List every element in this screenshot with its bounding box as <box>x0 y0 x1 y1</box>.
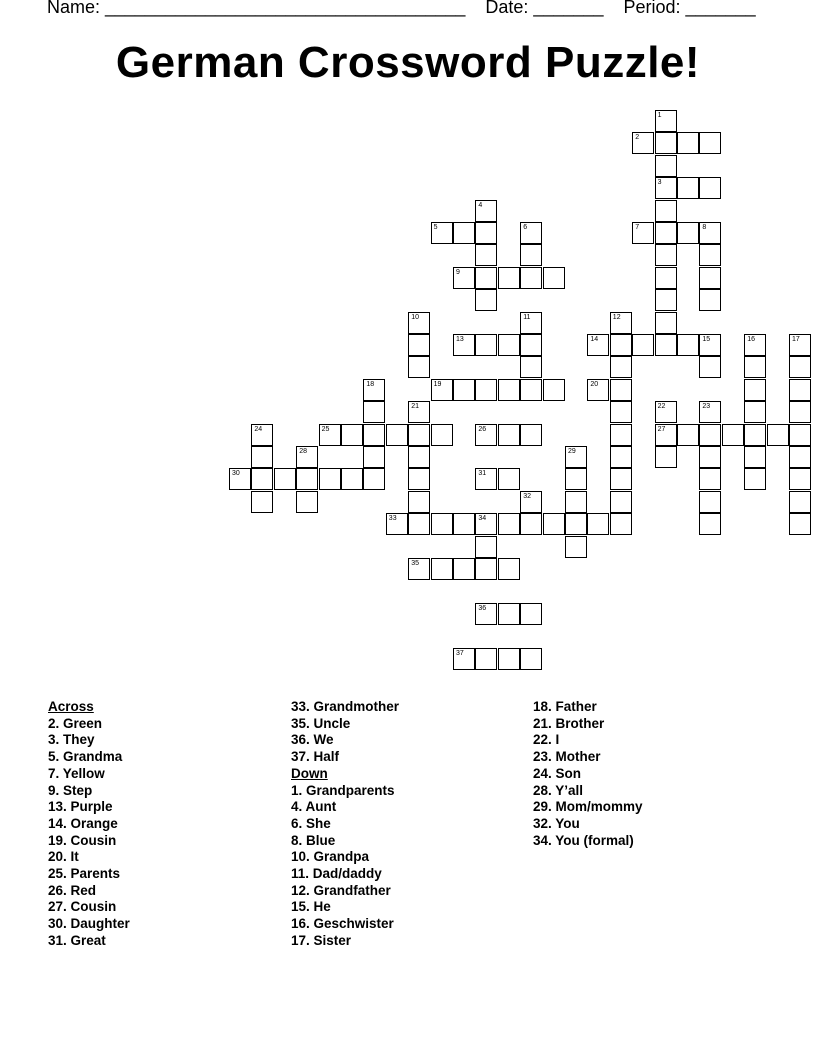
crossword-cell[interactable] <box>453 379 475 401</box>
clue-item: 9. Step <box>48 782 93 798</box>
crossword-cell[interactable] <box>655 267 677 289</box>
crossword-cell[interactable] <box>655 110 677 132</box>
clue-number: 19 <box>433 380 442 388</box>
crossword-cell[interactable] <box>475 200 497 222</box>
crossword-cell[interactable] <box>677 334 699 356</box>
crossword-cell[interactable] <box>744 424 766 446</box>
crossword-cell[interactable] <box>789 356 811 378</box>
crossword-cell[interactable] <box>655 155 677 177</box>
clue-item: 12. Grandfather <box>291 882 391 898</box>
crossword-cell[interactable] <box>498 603 520 625</box>
crossword-cell[interactable] <box>408 513 430 535</box>
crossword-cell[interactable] <box>498 424 520 446</box>
crossword-cell[interactable] <box>699 424 721 446</box>
crossword-cell[interactable] <box>229 468 251 490</box>
crossword-cell[interactable] <box>363 424 385 446</box>
crossword-cell[interactable] <box>363 468 385 490</box>
clue-number: 8 <box>702 224 707 231</box>
crossword-cell[interactable] <box>610 468 632 490</box>
crossword-cell[interactable] <box>565 536 587 558</box>
clue-column-3 <box>533 699 643 849</box>
crossword-cell[interactable] <box>744 401 766 423</box>
crossword-cell[interactable] <box>408 468 430 490</box>
crossword-cell[interactable] <box>453 222 475 244</box>
crossword-cell[interactable] <box>610 491 632 513</box>
clue-number: 17 <box>792 336 800 343</box>
clue-number: 5 <box>433 224 438 231</box>
clue-item: 33. Grandmother <box>291 699 400 714</box>
crossword-cell[interactable] <box>475 289 497 311</box>
crossword-cell[interactable] <box>789 446 811 468</box>
clue-number: 25 <box>321 425 330 433</box>
crossword-cell[interactable] <box>251 491 273 513</box>
crossword-cell[interactable] <box>475 536 497 558</box>
crossword-cell[interactable] <box>587 379 609 401</box>
crossword-cell[interactable] <box>520 603 542 625</box>
crossword-cell[interactable] <box>565 468 587 490</box>
crossword-cell[interactable] <box>274 468 296 490</box>
clue-number: 11 <box>523 313 531 321</box>
crossword-cell[interactable] <box>789 491 811 513</box>
crossword-cell[interactable] <box>655 132 677 154</box>
clue-item: 1. Grandparents <box>291 782 395 798</box>
crossword-cell[interactable] <box>408 356 430 378</box>
crossword-cell[interactable] <box>341 424 363 446</box>
clue-column-2 <box>291 699 399 950</box>
crossword-cell[interactable] <box>498 334 520 356</box>
clue-item: 18. Father <box>533 699 597 714</box>
crossword-cell[interactable] <box>610 513 632 535</box>
crossword-cell[interactable] <box>520 379 542 401</box>
crossword-cell[interactable] <box>610 356 632 378</box>
crossword-cell[interactable] <box>475 603 497 625</box>
crossword-cell[interactable] <box>699 468 721 490</box>
crossword-cell[interactable] <box>251 446 273 468</box>
crossword-cell[interactable] <box>789 379 811 401</box>
crossword-cell[interactable] <box>789 424 811 446</box>
crossword-cell[interactable] <box>699 267 721 289</box>
clue-item: 4. Aunt <box>291 799 337 815</box>
crossword-cell[interactable] <box>498 379 520 401</box>
clue-number: 4 <box>478 201 483 209</box>
crossword-cell[interactable] <box>520 334 542 356</box>
page-title: German Crossword Puzzle! <box>115 38 701 87</box>
clue-number: 37 <box>456 649 464 657</box>
clue-number: 23 <box>702 403 711 411</box>
clue-number: 28 <box>299 448 307 455</box>
crossword-cell[interactable] <box>699 446 721 468</box>
crossword-cell[interactable] <box>475 424 497 446</box>
crossword-cell[interactable] <box>319 468 341 490</box>
crossword-cell[interactable] <box>296 491 318 513</box>
crossword-cell[interactable] <box>543 513 565 535</box>
crossword-cell[interactable] <box>632 334 654 356</box>
clue-number: 12 <box>612 313 621 321</box>
crossword-cell[interactable] <box>363 379 385 401</box>
crossword-cell[interactable] <box>498 513 520 535</box>
clue-item: 8. Blue <box>291 832 336 848</box>
crossword-cell[interactable] <box>699 491 721 513</box>
crossword-cell[interactable] <box>251 424 273 446</box>
clue-number: 2 <box>635 134 640 142</box>
clue-number: 10 <box>411 313 419 321</box>
clue-item: 26. Red <box>48 882 97 898</box>
clue-number: 9 <box>456 268 460 276</box>
clue-item: 6. She <box>291 815 331 831</box>
crossword-cell[interactable] <box>543 379 565 401</box>
crossword-cell[interactable] <box>655 177 677 199</box>
crossword-cell[interactable] <box>655 200 677 222</box>
crossword-cell[interactable] <box>296 446 318 468</box>
clue-item: 13. Purple <box>48 799 113 815</box>
crossword-cell[interactable] <box>677 222 699 244</box>
clue-number: 29 <box>568 448 576 455</box>
clue-number: 32 <box>523 492 531 500</box>
clue-item: 19. Cousin <box>48 832 117 848</box>
crossword-cell[interactable] <box>655 222 677 244</box>
crossword-cell[interactable] <box>408 334 430 356</box>
clue-number: 21 <box>411 403 419 411</box>
crossword-cell[interactable] <box>431 379 453 401</box>
crossword-cell[interactable] <box>431 513 453 535</box>
crossword-cell[interactable] <box>475 222 497 244</box>
clue-item: 14. Orange <box>48 815 118 831</box>
crossword-cell[interactable] <box>789 468 811 490</box>
crossword-cell[interactable] <box>655 401 677 423</box>
clue-item: 21. Brother <box>533 715 605 731</box>
crossword-cell[interactable] <box>699 177 721 199</box>
clue-item: 34. You (formal) <box>533 832 634 848</box>
clue-number: 26 <box>478 425 487 433</box>
crossword-cell[interactable] <box>453 513 475 535</box>
clue-item: 36. We <box>291 732 334 748</box>
clue-number: 36 <box>478 604 487 612</box>
crossword-cell[interactable] <box>632 222 654 244</box>
crossword-cell[interactable] <box>767 424 789 446</box>
crossword-cell[interactable] <box>520 648 542 670</box>
crossword-cell[interactable] <box>498 267 520 289</box>
crossword-cell[interactable] <box>498 558 520 580</box>
crossword-cell[interactable] <box>699 289 721 311</box>
crossword-cell[interactable] <box>677 424 699 446</box>
crossword-cell[interactable] <box>632 132 654 154</box>
crossword-cell[interactable] <box>363 401 385 423</box>
crossword-cell[interactable] <box>520 424 542 446</box>
clue-number: 35 <box>411 560 419 567</box>
clue-number: 33 <box>388 515 397 523</box>
crossword-cell[interactable] <box>722 424 744 446</box>
crossword-cell[interactable] <box>744 334 766 356</box>
clue-number: 34 <box>478 515 487 523</box>
crossword-cell[interactable] <box>565 513 587 535</box>
clue-item: 11. Dad/daddy <box>291 866 382 882</box>
crossword-cell[interactable] <box>677 132 699 154</box>
clue-number: 18 <box>366 380 375 388</box>
crossword-cell[interactable] <box>655 289 677 311</box>
clue-number: 3 <box>657 179 662 187</box>
crossword-cell[interactable] <box>610 446 632 468</box>
clue-number: 14 <box>590 336 599 343</box>
clue-number: 13 <box>456 336 464 343</box>
clue-number: 31 <box>478 470 487 478</box>
crossword-cell[interactable] <box>543 267 565 289</box>
student-info-line: Name: ____________________________________ Date: _______ Period: _______ <box>47 0 756 17</box>
crossword-cell[interactable] <box>699 222 721 244</box>
crossword-cell[interactable] <box>408 312 430 334</box>
clue-item: 24. Son <box>533 765 582 781</box>
crossword-cell[interactable] <box>610 379 632 401</box>
clue-item: 32. You <box>533 815 580 831</box>
crossword-cell[interactable] <box>655 446 677 468</box>
crossword-cell[interactable] <box>453 558 475 580</box>
clue-column-1 <box>48 699 130 950</box>
clue-number: 22 <box>657 403 666 411</box>
crossword-cell[interactable] <box>565 491 587 513</box>
clue-item: 22. I <box>533 732 560 748</box>
clue-item: 23. Mother <box>533 749 601 765</box>
crossword-cell[interactable] <box>475 468 497 490</box>
crossword-cell[interactable] <box>520 356 542 378</box>
crossword-cell[interactable] <box>587 513 609 535</box>
crossword-cell[interactable] <box>431 222 453 244</box>
crossword-cell[interactable] <box>251 468 273 490</box>
crossword-cell[interactable] <box>699 334 721 356</box>
clue-number: 6 <box>523 224 528 231</box>
crossword-cell[interactable] <box>408 401 430 423</box>
clue-item: 2. Green <box>48 715 103 731</box>
crossword-cell[interactable] <box>610 424 632 446</box>
crossword-cell[interactable] <box>655 244 677 266</box>
clue-number: 20 <box>590 380 599 388</box>
crossword-cell[interactable] <box>296 468 318 490</box>
crossword-cell[interactable] <box>744 356 766 378</box>
clue-item: 17. Sister <box>291 932 352 948</box>
crossword-cell[interactable] <box>475 267 497 289</box>
clue-item: 15. He <box>291 899 331 915</box>
clue-item: 25. Parents <box>48 866 121 882</box>
crossword-cell[interactable] <box>498 648 520 670</box>
crossword-cell[interactable] <box>341 468 363 490</box>
clue-number: 30 <box>232 470 240 478</box>
clue-item: 31. Great <box>48 932 106 948</box>
crossword-cell[interactable] <box>520 222 542 244</box>
crossword-cell[interactable] <box>319 424 341 446</box>
clue-item: 29. Mom/mommy <box>533 799 643 815</box>
crossword-cell[interactable] <box>610 334 632 356</box>
crossword-cell[interactable] <box>408 424 430 446</box>
crossword-cell[interactable] <box>475 244 497 266</box>
clue-item: 37. Half <box>291 749 340 765</box>
crossword-cell[interactable] <box>699 401 721 423</box>
crossword-cell[interactable] <box>408 446 430 468</box>
crossword-cell[interactable] <box>520 491 542 513</box>
clue-item: 3. They <box>48 732 95 748</box>
crossword-cell[interactable] <box>610 312 632 334</box>
clue-item: 30. Daughter <box>48 916 130 932</box>
crossword-cell[interactable] <box>475 334 497 356</box>
crossword-cell[interactable] <box>520 513 542 535</box>
crossword-cell[interactable] <box>699 244 721 266</box>
crossword-cell[interactable] <box>520 267 542 289</box>
crossword-cell[interactable] <box>610 401 632 423</box>
crossword-cell[interactable] <box>744 468 766 490</box>
crossword-cell[interactable] <box>475 513 497 535</box>
crossword-cell[interactable] <box>475 379 497 401</box>
clue-item: 5. Grandma <box>48 749 123 765</box>
clue-item: 35. Uncle <box>291 715 351 731</box>
crossword-cell[interactable] <box>475 648 497 670</box>
crossword-cell[interactable] <box>565 446 587 468</box>
clue-item: 10. Grandpa <box>291 849 370 865</box>
clue-number: 1 <box>657 112 662 119</box>
crossword-cell[interactable] <box>408 491 430 513</box>
crossword-cell[interactable] <box>655 424 677 446</box>
crossword-cell[interactable] <box>677 177 699 199</box>
crossword-cell[interactable] <box>453 648 475 670</box>
clue-item: 16. Geschwister <box>291 916 394 932</box>
crossword-cell[interactable] <box>520 312 542 334</box>
crossword-cell[interactable] <box>475 558 497 580</box>
crossword-cell[interactable] <box>789 401 811 423</box>
clue-number: 16 <box>747 336 755 343</box>
crossword-cell[interactable] <box>744 379 766 401</box>
crossword-cell[interactable] <box>431 558 453 580</box>
crossword-cell[interactable] <box>789 334 811 356</box>
crossword-cell[interactable] <box>386 424 408 446</box>
clue-item: 20. It <box>48 849 79 865</box>
crossword-cell[interactable] <box>655 334 677 356</box>
clue-section-heading: Across <box>48 699 94 714</box>
crossword-cell[interactable] <box>453 334 475 356</box>
clue-item: 27. Cousin <box>48 899 117 915</box>
crossword-cell[interactable] <box>789 513 811 535</box>
crossword-cell[interactable] <box>699 513 721 535</box>
crossword-cell[interactable] <box>655 312 677 334</box>
clue-number: 24 <box>254 425 263 433</box>
crossword-cell[interactable] <box>744 446 766 468</box>
crossword-cell[interactable] <box>363 446 385 468</box>
crossword-cell[interactable] <box>453 267 475 289</box>
clue-number: 27 <box>657 425 666 433</box>
crossword-cell[interactable] <box>587 334 609 356</box>
crossword-cell[interactable] <box>520 244 542 266</box>
clue-section-heading: Down <box>291 765 328 781</box>
crossword-cell[interactable] <box>498 468 520 490</box>
crossword-cell[interactable] <box>699 132 721 154</box>
clue-item: 7. Yellow <box>48 765 105 781</box>
crossword-cell[interactable] <box>408 558 430 580</box>
clue-number: 15 <box>702 336 711 343</box>
clue-item: 28. Y’all <box>533 782 584 798</box>
crossword-cell[interactable] <box>699 356 721 378</box>
crossword-cell[interactable] <box>386 513 408 535</box>
crossword-cell[interactable] <box>431 424 453 446</box>
clue-number: 7 <box>635 224 640 231</box>
